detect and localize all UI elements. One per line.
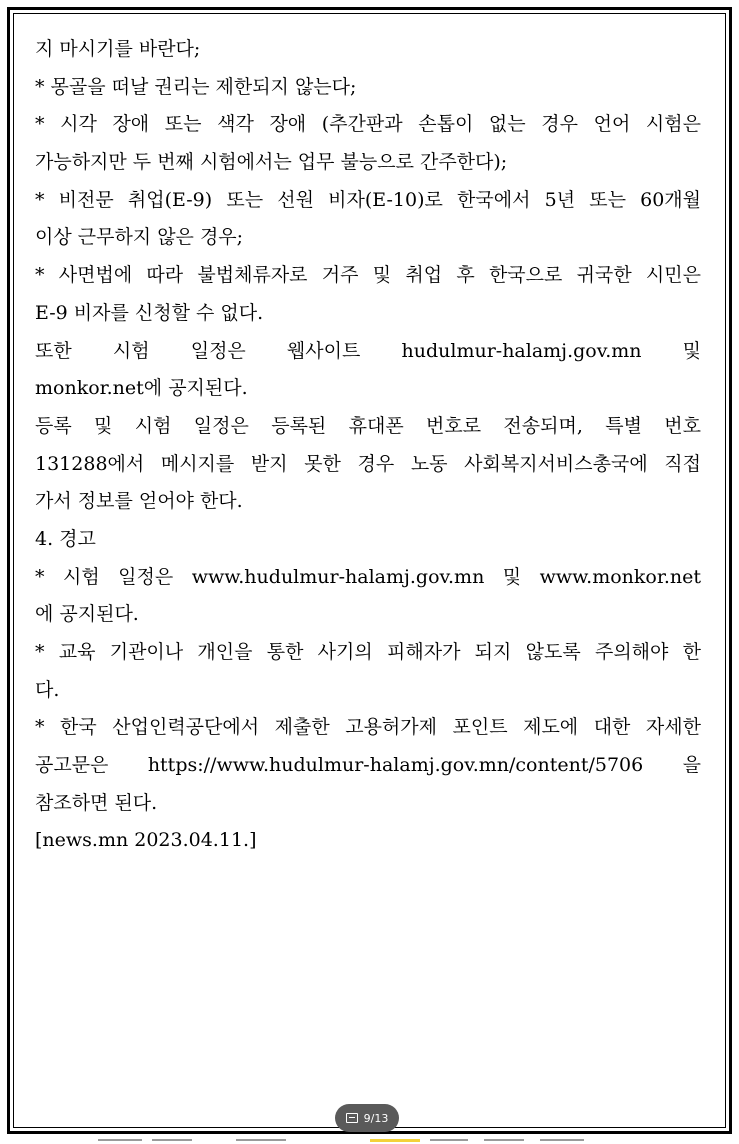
text-line: 또한 시험 일정은 웹사이트 hudulmur-halamj.gov.mn 및 bbox=[35, 339, 701, 362]
text-line: * 한국 산업인력공단에서 제출한 고용허가제 포인트 제도에 대한 자세한 bbox=[35, 716, 701, 739]
text-line: 참조하면 된다. bbox=[35, 791, 158, 814]
page-icon bbox=[346, 1113, 358, 1123]
text-line: 에 공지된다. bbox=[35, 603, 139, 626]
text-line: * 교육 기관이나 개인을 통한 사기의 피해자가 되지 않도록 주의해야 한 bbox=[35, 641, 701, 663]
text-line: 131288에서 메시지를 받지 못한 경우 노동 사회복지서비스총국에 직접 bbox=[35, 452, 701, 475]
next-page-preview-strip bbox=[0, 1136, 739, 1144]
section-heading: 4. 경고 bbox=[35, 527, 96, 550]
text-line: monkor.net에 공지된다. bbox=[35, 377, 248, 400]
text-line: 이상 근무하지 않은 경우; bbox=[35, 226, 244, 249]
text-line: * 시험 일정은 www.hudulmur-halamj.gov.mn 및 www.monkor.net bbox=[35, 565, 701, 588]
text-line: * 시각 장애 또는 색각 장애 (추간판과 손톱이 없는 경우 언어 시험은 bbox=[35, 113, 701, 136]
document-body bbox=[35, 31, 701, 860]
text-line: * 사면법에 따라 불법체류자로 거주 및 취업 후 한국으로 귀국한 시민은 bbox=[35, 264, 701, 287]
text-line: 가서 정보를 얻어야 한다. bbox=[35, 490, 243, 513]
text-line: 가능하지만 두 번째 시험에서는 업무 불능으로 간주한다); bbox=[35, 151, 508, 174]
source-citation: [news.mn 2023.04.11.] bbox=[35, 829, 257, 852]
page-indicator[interactable] bbox=[335, 1104, 399, 1132]
page-number-label: 9/13 bbox=[363, 1111, 389, 1125]
text-line: E-9 비자를 신청할 수 없다. bbox=[35, 301, 264, 324]
text-line: 공고문은 https://www.hudulmur-halamj.gov.mn/content/5706 을 bbox=[35, 754, 701, 777]
text-line: 지 마시기를 바란다; bbox=[35, 38, 201, 60]
text-line: 등록 및 시험 일정은 등록된 휴대폰 번호로 전송되며, 특별 번호 bbox=[35, 414, 701, 437]
text-line: 다. bbox=[35, 678, 60, 701]
text-line: * 몽골을 떠날 권리는 제한되지 않는다; bbox=[35, 75, 357, 98]
text-line: * 비전문 취업(E-9) 또는 선원 비자(E-10)로 한국에서 5년 또는 60개월 bbox=[35, 188, 701, 211]
